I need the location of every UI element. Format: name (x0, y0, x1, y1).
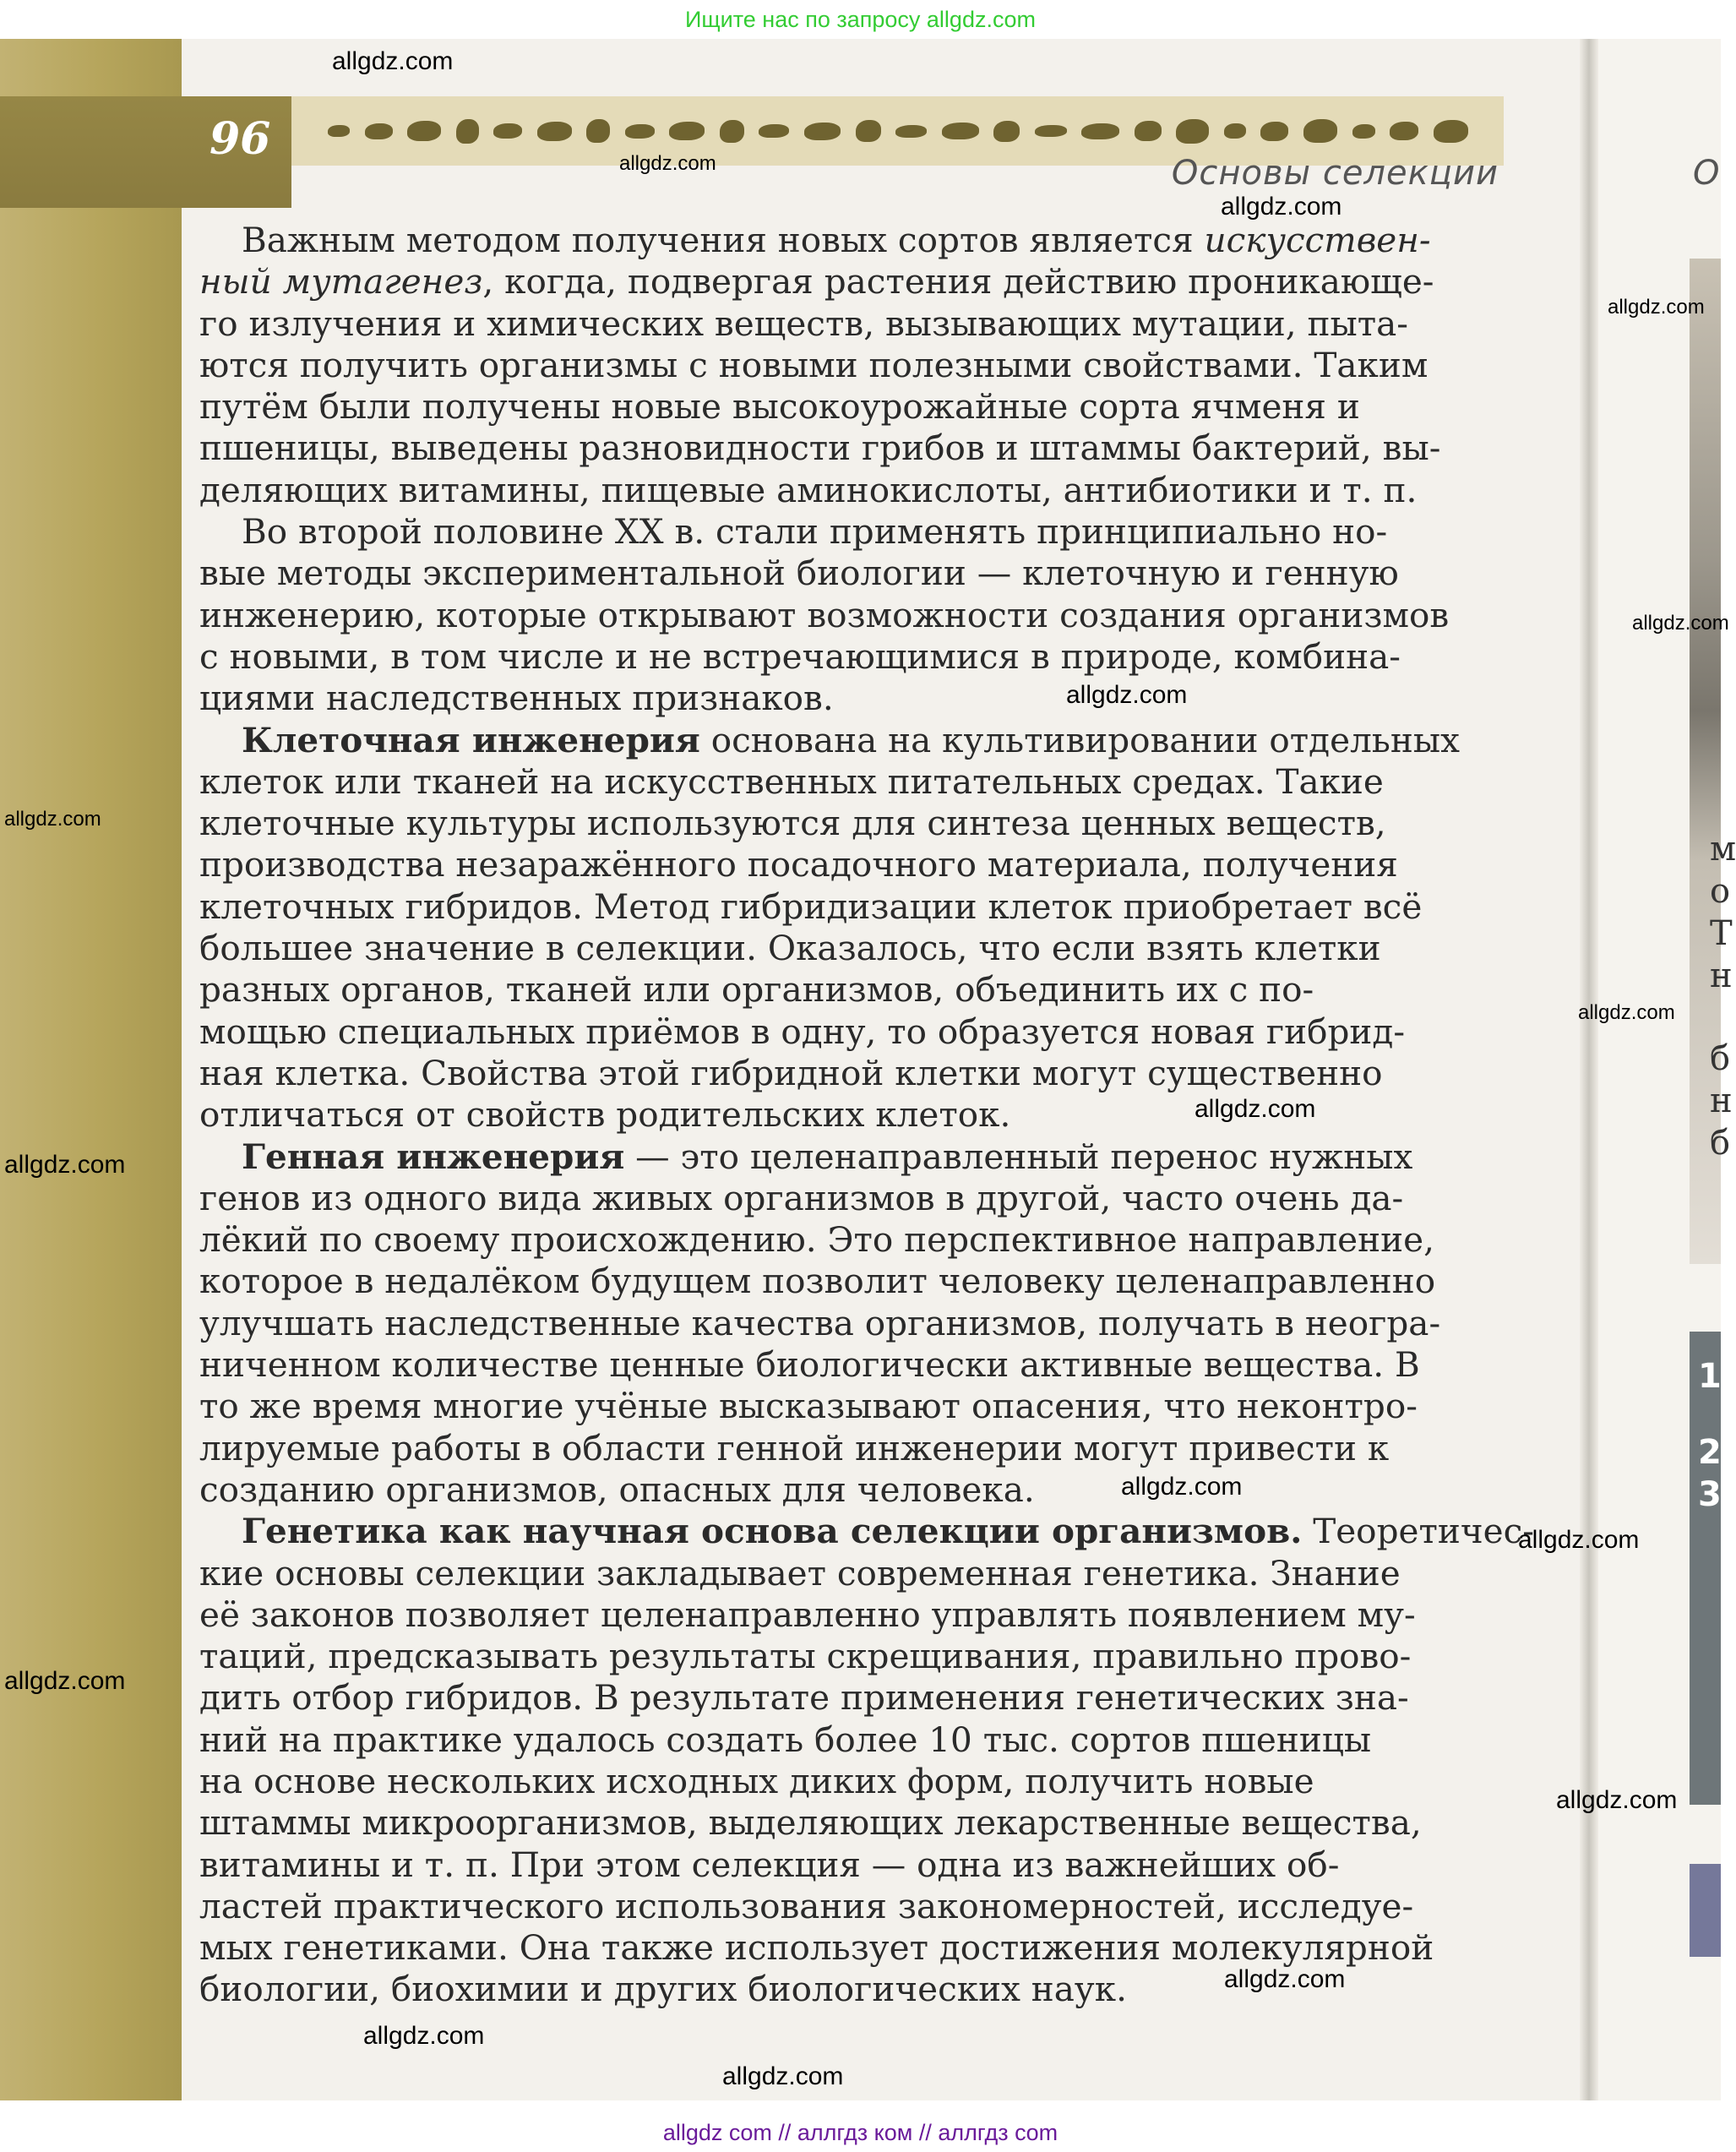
watermark: allgdz.com (1066, 681, 1188, 709)
text-segment: циями наследственных признаков. (199, 678, 834, 719)
text-segment: ластей практического использования закономерностей, исследуе- (199, 1885, 1414, 1926)
text-line (199, 1636, 1510, 1677)
text-line (199, 761, 1510, 803)
page-bottom-edge (0, 2100, 1721, 2113)
watermark: allgdz.com (332, 47, 454, 75)
page-number: 96 (210, 113, 271, 165)
watermark: allgdz.com (1121, 1473, 1243, 1501)
text-segment: мощью специальных приёмов в одну, то образуется новая гибрид- (199, 1011, 1406, 1052)
text-segment: пшеницы, выведены разновидности грибов и штаммы бактерий, вы- (199, 428, 1441, 469)
animal-silhouette-icon (1176, 119, 1209, 144)
text-line (199, 1469, 1510, 1511)
text-segment: на основе нескольких исходных диких форм, получить новые (199, 1760, 1314, 1801)
next-page-purple-panel (1690, 1864, 1721, 1957)
text-segment: генов из одного вида живых организмов в другой, часто очень да- (199, 1177, 1404, 1218)
text-segment: таций, предсказывать результаты скрещивания, правильно прово- (199, 1636, 1412, 1677)
text-line (199, 678, 1510, 719)
text-segment: ниченном количестве ценные биологически активные вещества. В (199, 1344, 1420, 1386)
text-line (199, 969, 1510, 1011)
text-segment: биологии, биохимии и других биологических наук. (199, 1969, 1127, 2010)
text-segment: которое в недалёком будущем позволит человеку целенаправленно (199, 1261, 1436, 1302)
animal-silhouette-icon (407, 121, 441, 141)
text-segment: мых генетиками. Она также использует достижения молекулярной (199, 1927, 1434, 1969)
animal-silhouette-icon (328, 125, 350, 137)
animal-silhouette-icon (1390, 122, 1418, 140)
textbook-page-scan (0, 39, 1736, 2113)
next-page-question-panel (1690, 1332, 1721, 1805)
animal-silhouette-icon (942, 123, 979, 139)
text-segment: искусствен- (1204, 220, 1431, 260)
animal-silhouette-icon (625, 124, 655, 139)
animal-silhouette-icon (720, 120, 744, 143)
text-segment: клеток или тканей на искусственных питательных средах. Такие (199, 760, 1384, 802)
animal-silhouette-icon (1434, 120, 1468, 143)
watermark: allgdz.com (619, 152, 716, 175)
animal-silhouette-icon (456, 119, 479, 144)
text-line (199, 1886, 1510, 1927)
animal-silhouette-icon (1352, 124, 1375, 139)
text-segment: Генная инженерия (242, 1136, 625, 1177)
text-line (199, 844, 1510, 885)
text-line (199, 345, 1510, 386)
text-segment: — это целенаправленный перенос нужных (624, 1136, 1413, 1177)
text-line (199, 1677, 1510, 1719)
text-line (199, 1594, 1510, 1636)
next-page-char: н (1710, 1081, 1733, 1120)
animal-silhouette-icon (993, 121, 1020, 142)
watermark: allgdz.com (722, 2062, 844, 2090)
watermark: allgdz.com (1221, 193, 1342, 221)
watermark: allgdz.com (4, 1667, 126, 1695)
text-segment: большее значение в селекции. Оказалось, что если взять клетки (199, 928, 1381, 969)
animal-silhouette-icon (856, 120, 881, 142)
text-segment: витамины и т. п. При этом селекция — одна из важнейших об- (199, 1844, 1340, 1885)
text-segment: созданию организмов, опасных для человека. (199, 1468, 1035, 1510)
text-segment: Важным методом получения новых сортов является (242, 220, 1205, 260)
text-line (199, 1011, 1510, 1053)
watermark: allgdz.com (1578, 1001, 1675, 1024)
watermark: allgdz.com (1224, 1965, 1346, 1993)
next-page-char: Т (1710, 914, 1733, 953)
text-segment: путём были получены новые высокоурожайные сорта ячменя и (199, 386, 1360, 428)
text-segment: разных органов, тканей или организмов, объединить их с по- (199, 969, 1314, 1011)
text-segment: её законов позволяет целенаправленно управлять появлением му- (199, 1594, 1416, 1635)
animal-silhouette-strip (328, 103, 1468, 159)
text-line (199, 636, 1510, 678)
animal-silhouette-icon (586, 119, 610, 143)
text-line (199, 928, 1510, 969)
footer-links[interactable]: allgdz com // аллгдз ком // аллгдз com (662, 2120, 1058, 2145)
text-line (199, 386, 1510, 428)
text-segment: основана на культивировании отдельных (699, 719, 1460, 760)
watermark: allgdz.com (4, 808, 101, 831)
text-line (199, 1303, 1510, 1344)
text-line (199, 1553, 1510, 1594)
text-line (199, 1761, 1510, 1802)
text-segment: деляющих витамины, пищевые аминокислоты, антибиотики и т. п. (199, 469, 1418, 510)
olive-left-margin (0, 39, 182, 2113)
text-line (199, 595, 1510, 636)
text-line (199, 1219, 1510, 1261)
text-line (199, 303, 1510, 345)
text-segment: ний на практике удалось создать более 10 тыс. сортов пшеницы (199, 1719, 1372, 1760)
next-page-question-number: 3 (1698, 1475, 1722, 1514)
watermark: allgdz.com (1195, 1095, 1316, 1123)
text-line (199, 886, 1510, 928)
animal-silhouette-icon (365, 123, 393, 139)
text-segment: штаммы микроорганизмов, выделяющих лекарственные вещества, (199, 1802, 1422, 1844)
text-line (199, 1344, 1510, 1386)
text-line (199, 220, 1510, 261)
text-line (199, 1802, 1510, 1844)
text-line (199, 261, 1510, 302)
text-segment: производства незаражённого посадочного материала, получения (199, 844, 1398, 885)
text-line (199, 1927, 1510, 1969)
watermark: allgdz.com (1632, 612, 1729, 635)
text-segment: Клеточная инженерия (242, 719, 700, 760)
text-line (199, 1053, 1510, 1094)
text-segment: ная клетка. Свойства этой гибридной клетки могут существенно (199, 1052, 1383, 1093)
text-segment: дить отбор гибридов. В результате применения генетических зна- (199, 1677, 1409, 1719)
text-segment: улучшать наследственные качества организмов, получать в неогра- (199, 1302, 1441, 1343)
text-segment: Во второй половине XX в. стали применять принципиально но- (242, 511, 1388, 553)
text-line (199, 1844, 1510, 1886)
text-segment: то же время многие учёные высказывают опасения, что неконтро- (199, 1386, 1418, 1427)
animal-silhouette-icon (759, 124, 789, 138)
next-page-question-number: 2 (1698, 1433, 1722, 1472)
text-segment: клеточные культуры используются для синтеза ценных веществ, (199, 803, 1386, 844)
text-segment: Генетика как научная основа селекции организмов. (242, 1511, 1303, 1552)
watermark: allgdz.com (1608, 296, 1705, 319)
text-line (199, 1511, 1534, 1552)
next-page-char: н (1710, 956, 1733, 995)
text-line (199, 1178, 1510, 1219)
text-segment: с новыми, в том числе и не встречающимися в природе, комбина- (199, 635, 1401, 677)
text-segment: лёкий по своему происхождению. Это перспективное направление, (199, 1219, 1434, 1261)
text-line (199, 1386, 1510, 1427)
animal-silhouette-icon (1303, 119, 1337, 143)
text-line (199, 511, 1510, 553)
next-page-char: о (1710, 872, 1731, 911)
text-line (199, 470, 1510, 511)
animal-silhouette-icon (537, 122, 572, 141)
text-line (199, 428, 1510, 469)
next-page-char: м (1710, 830, 1736, 869)
text-segment: вые методы экспериментальной биологии — клеточную и генную (199, 553, 1399, 594)
next-page-char: б (1710, 1039, 1731, 1078)
animal-silhouette-icon (1035, 125, 1067, 137)
text-segment: лируемые работы в области генной инженерии могут привести к (199, 1427, 1390, 1468)
animal-silhouette-icon (1135, 121, 1162, 141)
watermark: allgdz.com (4, 1151, 126, 1179)
text-line (199, 1428, 1510, 1469)
watermark: allgdz.com (363, 2022, 485, 2050)
top-search-banner[interactable]: Ищите нас по запросу allgdz.com (685, 7, 1036, 32)
text-segment: го излучения и химических веществ, вызывающих мутации, пыта- (199, 302, 1408, 344)
animal-silhouette-icon (669, 122, 705, 140)
watermark: allgdz.com (1556, 1786, 1678, 1814)
text-line (199, 553, 1510, 594)
animal-silhouette-icon (895, 125, 927, 138)
text-line (199, 1136, 1510, 1178)
text-segment: инженерию, которые открывают возможности создания организмов (199, 594, 1450, 635)
text-segment: Теоретичес- (1302, 1511, 1534, 1552)
section-title: Основы селекции (1171, 154, 1499, 193)
animal-silhouette-icon (1260, 122, 1288, 141)
text-segment: клеточных гибридов. Метод гибридизации клеток приобретает всё (199, 885, 1423, 927)
text-line (199, 720, 1510, 761)
animal-silhouette-icon (1224, 123, 1246, 139)
animal-silhouette-icon (804, 123, 841, 140)
watermark: allgdz.com (1518, 1526, 1640, 1554)
animal-silhouette-icon (1081, 123, 1119, 139)
text-line (199, 803, 1510, 844)
text-line (199, 1261, 1510, 1302)
text-segment: кие основы селекции закладывает современная генетика. Знание (199, 1552, 1401, 1594)
text-line (199, 1719, 1510, 1761)
text-segment: , когда, подвергая растения действию проникающе- (482, 261, 1434, 302)
next-page-header-fragment: О (1693, 154, 1720, 193)
next-page-char: б (1710, 1124, 1731, 1163)
text-segment: отличаться от свойств родительских клеток. (199, 1094, 1011, 1136)
next-page-question-number: 1 (1698, 1357, 1722, 1396)
text-segment: ный мутагенез (199, 261, 483, 302)
animal-silhouette-icon (493, 123, 522, 139)
text-segment: ются получить организмы с новыми полезными свойствами. Таким (199, 344, 1429, 385)
